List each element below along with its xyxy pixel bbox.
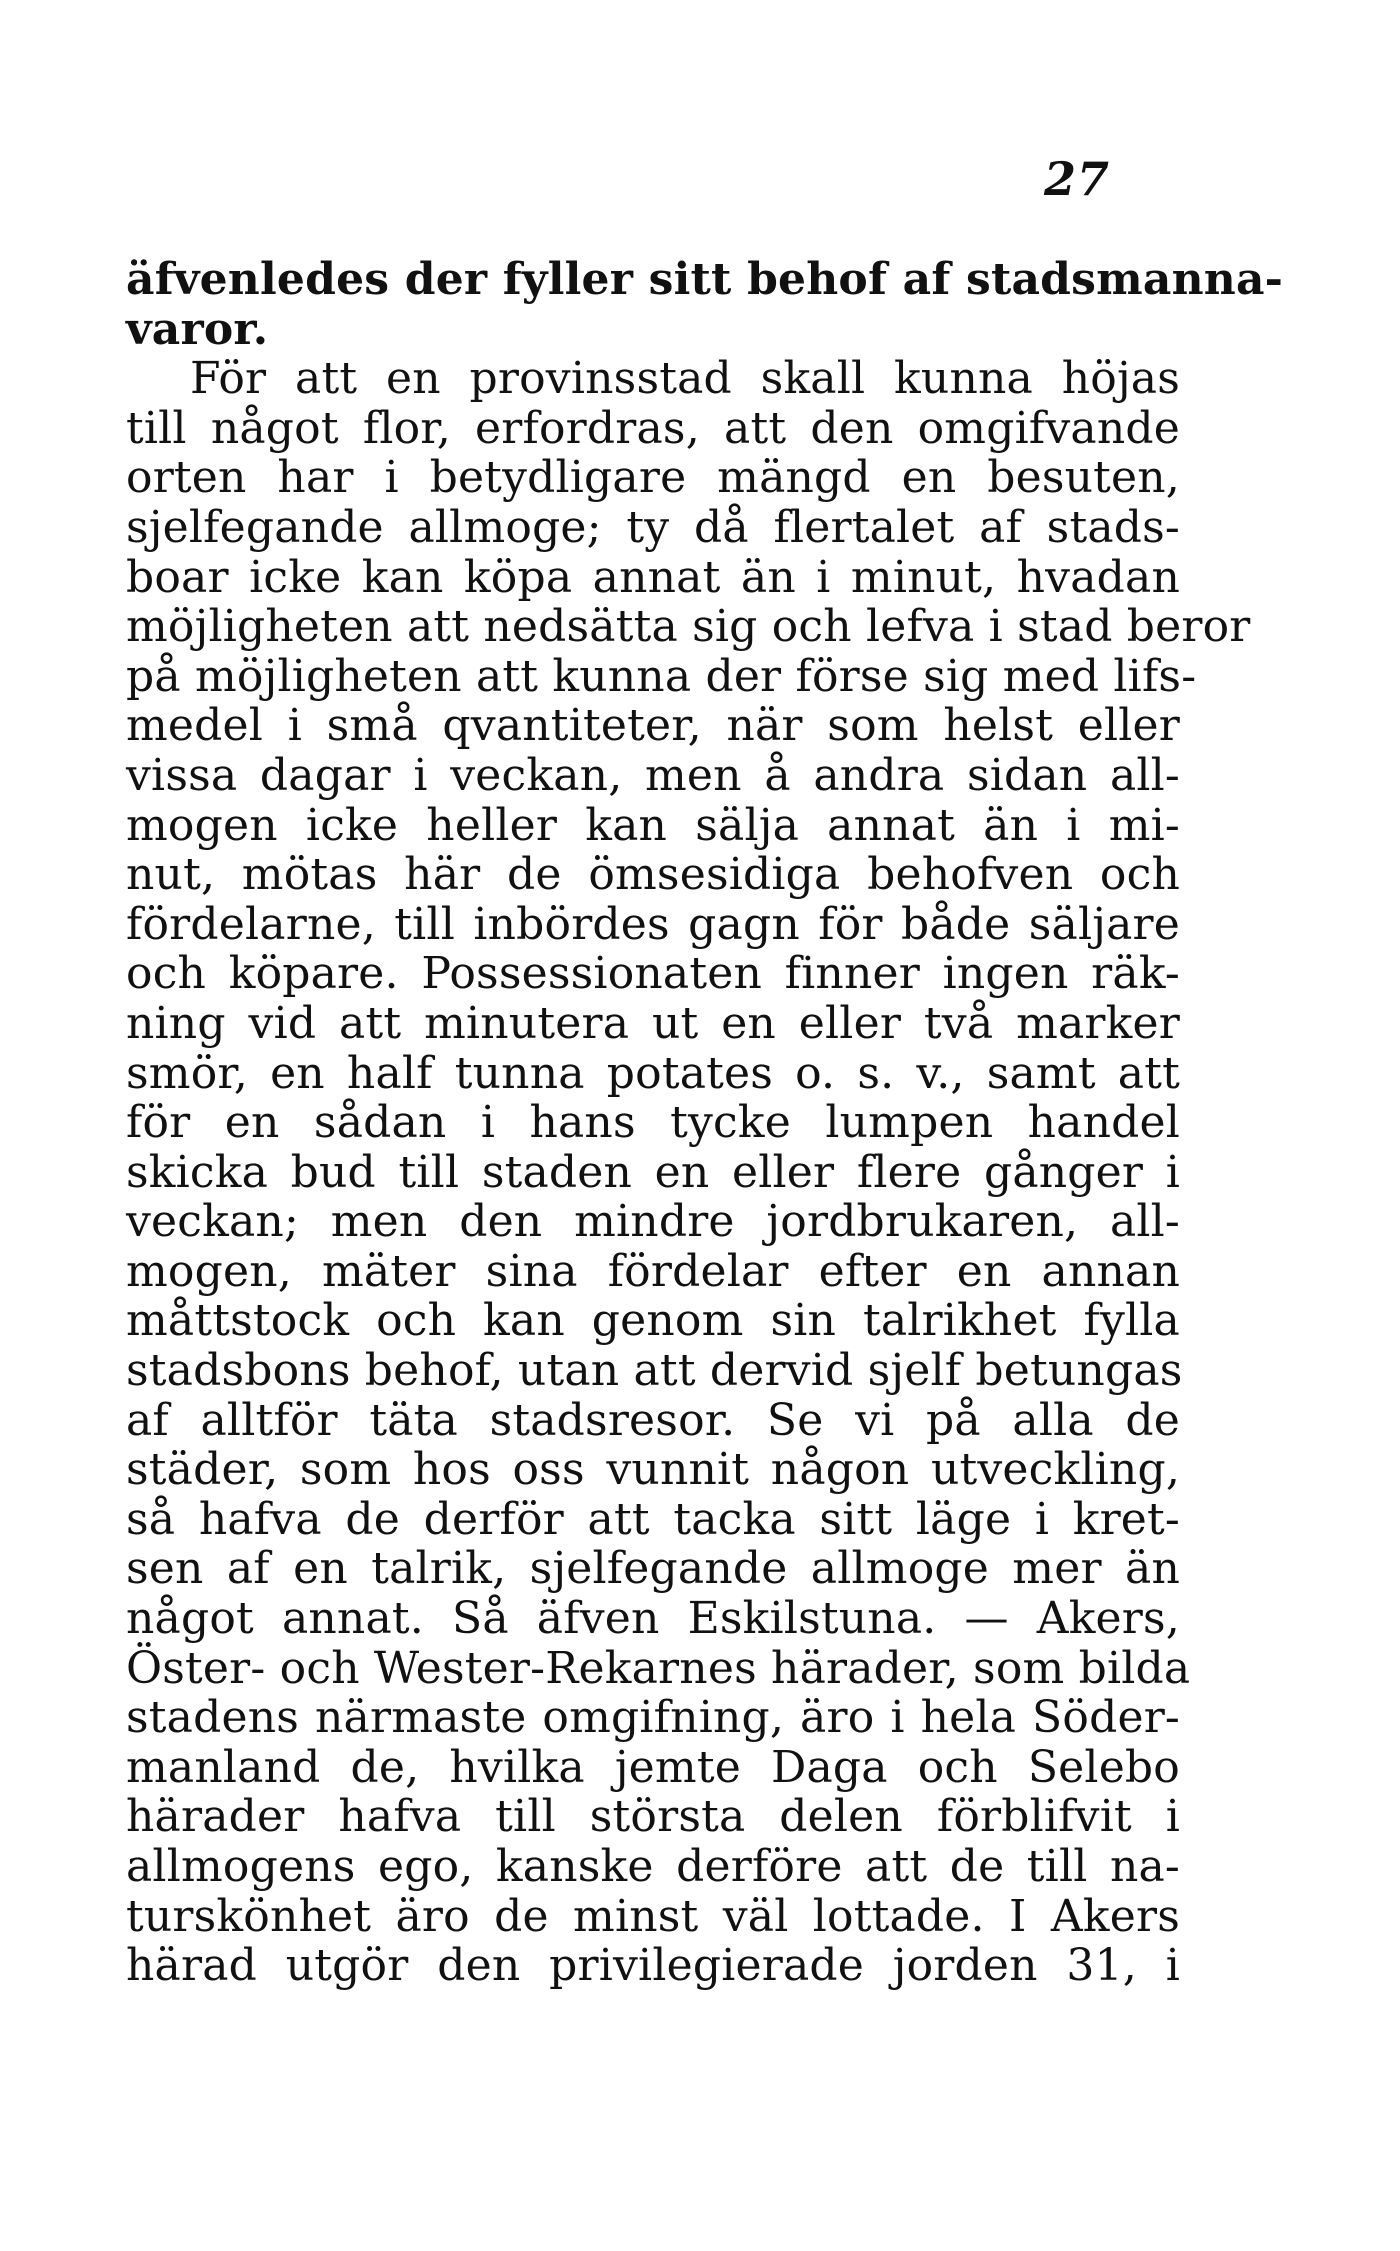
- body-text: [126, 254, 1284, 1992]
- page-number: 27: [1043, 152, 1110, 206]
- text-line: så hafva de derför att tacka sitt läge i kret-: [126, 1493, 1180, 1545]
- text-line: äfvenledes der fyller sitt behof af stadsmanna-: [126, 254, 1284, 305]
- text-line: sjelfegande allmoge; ty då flertalet af stads-: [126, 501, 1180, 553]
- text-line: manland de, hvilka jemte Daga och Selebo: [126, 1741, 1180, 1793]
- text-line: ning vid att minutera ut en eller två marker: [126, 997, 1180, 1049]
- text-line: till något flor, erfordras, att den omgifvande: [126, 402, 1180, 454]
- text-line: sen af en talrik, sjelfegande allmoge mer än: [126, 1543, 1180, 1595]
- text-line: nut, mötas här de ömsesidiga behofven och: [126, 849, 1180, 901]
- text-line: Öster- och Wester-Rekarnes härader, som bilda: [126, 1642, 1191, 1694]
- text-line: boar icke kan köpa annat än i minut, hvadan: [126, 551, 1180, 603]
- text-line: stadsbons behof, utan att dervid sjelf betungas: [126, 1345, 1183, 1397]
- text-line: veckan; men den mindre jordbrukaren, all-: [126, 1196, 1180, 1248]
- text-line: städer, som hos oss vunnit någon utveckling,: [126, 1444, 1180, 1496]
- text-line: härader hafva till största delen förblifvit i: [126, 1791, 1180, 1843]
- text-line: varor.: [126, 303, 269, 355]
- text-line: medel i små qvantiteter, när som helst eller: [126, 700, 1180, 752]
- text-line: och köpare. Possessionaten finner ingen räk-: [126, 948, 1180, 1000]
- text-line: turskönhet äro de minst väl lottade. I Akers: [126, 1890, 1180, 1942]
- text-line: af alltför täta stadsresor. Se vi på alla de: [126, 1394, 1180, 1446]
- text-line: måttstock och kan genom sin talrikhet fylla: [126, 1295, 1180, 1347]
- text-line: mogen, mäter sina fördelar efter en annan: [126, 1245, 1180, 1297]
- text-line: möjligheten att nedsätta sig och lefva i stad beror: [126, 601, 1251, 653]
- text-line: mogen icke heller kan sälja annat än i mi-: [126, 799, 1180, 851]
- text-line: smör, en half tunna potates o. s. v., samt att: [126, 1047, 1180, 1099]
- text-line: på möjligheten att kunna der förse sig med lifs-: [126, 650, 1197, 702]
- text-line: härad utgör den privilegierade jorden 31, i: [126, 1940, 1180, 1992]
- text-line: allmogens ego, kanske derföre att de till na-: [126, 1841, 1180, 1892]
- text-line: vissa dagar i veckan, men å andra sidan all-: [126, 749, 1180, 801]
- text-line: orten har i betydligare mängd en besuten,: [126, 452, 1180, 504]
- text-line: fördelarne, till inbördes gagn för både säljare: [126, 898, 1180, 950]
- text-line: för en sådan i hans tycke lumpen handel: [126, 1097, 1180, 1149]
- text-line: skicka bud till staden en eller flere gånger i: [126, 1146, 1180, 1198]
- text-line: stadens närmaste omgifning, äro i hela Söder-: [126, 1692, 1180, 1744]
- text-line: något annat. Så äfven Eskilstuna. — Akers,: [126, 1593, 1180, 1645]
- text-line: För att en provinsstad skall kunna höjas: [190, 353, 1180, 405]
